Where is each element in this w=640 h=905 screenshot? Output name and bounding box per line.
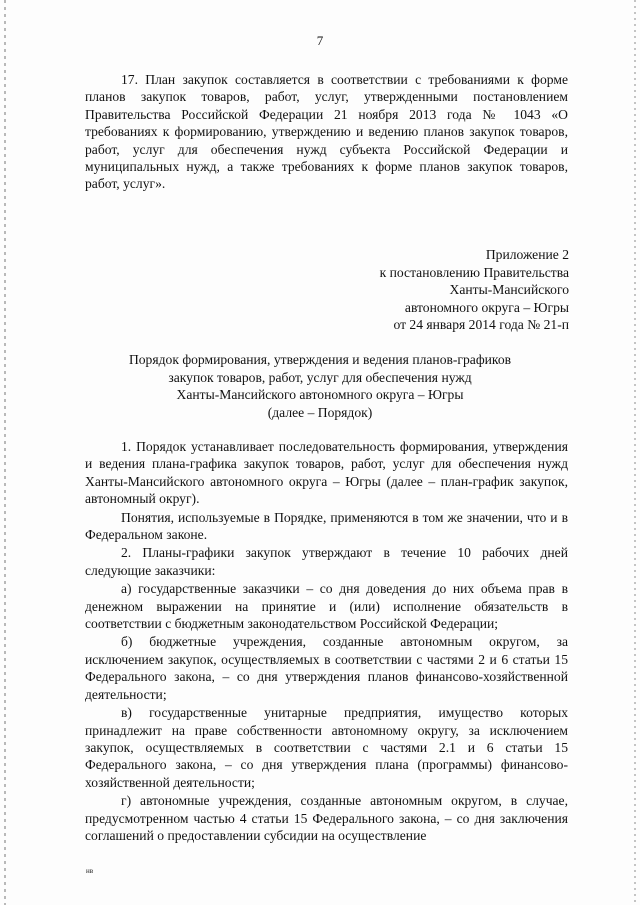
title-line: (далее – Порядок)	[267, 404, 373, 420]
paragraph: 1. Порядок устанавливает последовательность формирования, утверждения и ведения плана-графика закупок товаров, работ, услуг для обеспечения нужд Ханты-Мансийского автономного округа – Югры (далее – план-график закупок, автономный округ).	[85, 439, 568, 507]
annex-header	[380, 246, 569, 334]
scan-edge-left	[4, 0, 6, 905]
paragraph: Понятия, используемые в Порядке, применяются в том же значении, что и в Федеральном законе.	[85, 509, 568, 543]
main-text	[85, 438, 568, 844]
document-title	[0, 351, 640, 421]
scan-edge-right	[634, 0, 636, 905]
paragraph: 2. Планы-графики закупок утверждают в течение 10 рабочих дней следующие заказчики:	[85, 545, 568, 578]
paragraph: в) государственные унитарные предприятия, имущество которых принадлежит на праве собственности автономному округу, за исключением закупок, осуществляемых в соответствии с частями 2.1 и 6 статьи 15 Федерального закона, – со дня утверждения плана (программы) финансово-хозяйственной деятельности;	[85, 705, 568, 790]
paragraph: а) государственные заказчики – со дня доведения до них объема прав в денежном выражении на принятие и (или) исполнение обязательств в соответствии с бюджетным законодательством Российской Федерации;	[85, 581, 568, 632]
paragraph-17: 17. План закупок составляется в соответствии с требованиями к форме планов закупок товаров, работ, услуг, утвержденными постановлением Правительства Российской Федерации 21 ноября 2013 года № 1043 «О требованиях к формированию, утверждению и ведению планов закупок товаров, работ, услуг для обеспечения нужд субъекта Российской Федерации и муниципальных нужд, а также требованиях к форме планов закупок товаров, работ, услуг».	[85, 72, 568, 192]
paragraph: г) автономные учреждения, созданные автономным округом, в случае, предусмотренном частью 4 статьи 15 Федерального закона, – со дня заключения соглашений о предоставлении субсидии на осуществление	[85, 793, 568, 843]
annex-line: от 24 января 2014 года № 21-п	[393, 317, 569, 332]
page-number: 7	[316, 33, 324, 48]
annex-line: Приложение 2	[485, 247, 569, 262]
title-line: закупок товаров, работ, услуг для обеспечения нужд	[168, 369, 472, 385]
title-line: Порядок формирования, утверждения и ведения планов-графиков	[128, 352, 512, 367]
footer-mark: нв	[86, 867, 94, 875]
annex-line: автономного округа – Югры	[404, 299, 569, 315]
annex-line: к постановлению Правительства	[379, 264, 569, 280]
paragraph: б) бюджетные учреждения, созданные автономным округом, за исключением закупок, осуществляемых в соответствии с частями 2 и 6 статьи 15 Федерального закона, – со дня утверждения планов финансово-хозяйственной деятельности;	[85, 634, 568, 702]
paragraph-17-block	[85, 71, 568, 193]
title-line: Ханты-Мансийского автономного округа – Югры	[176, 387, 464, 402]
annex-line: Ханты-Мансийского	[449, 282, 569, 297]
